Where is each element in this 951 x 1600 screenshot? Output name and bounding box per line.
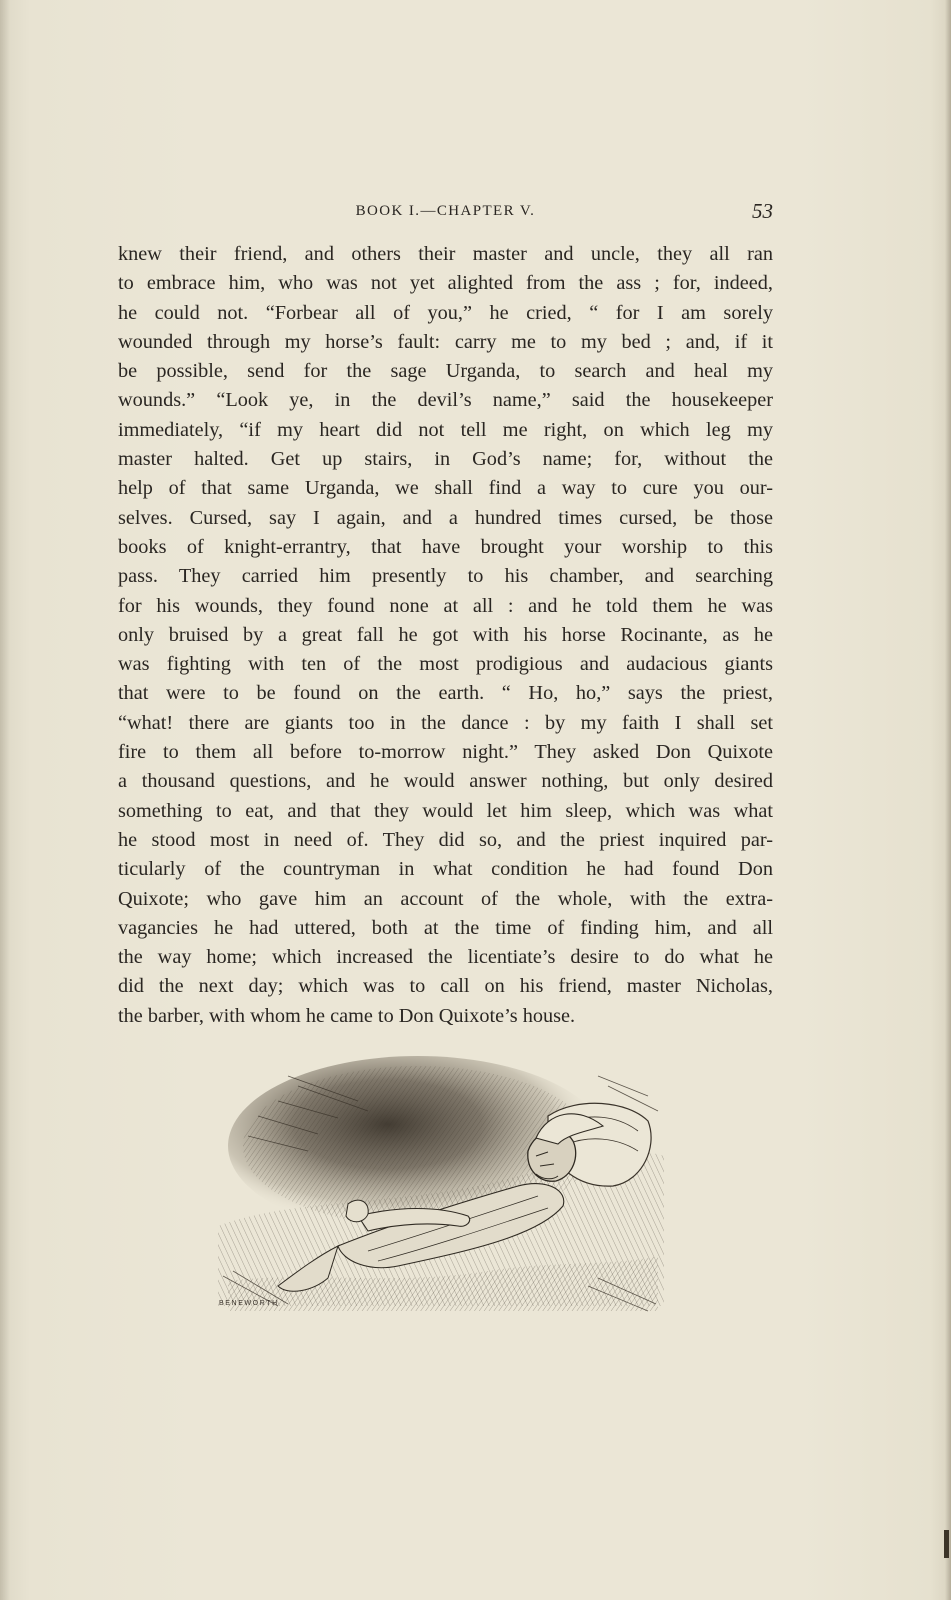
text-line: vagancies he had uttered, both at the time of finding him, and all [118,916,773,939]
text-line: immediately, “if my heart did not tell me right, on which leg my [118,418,773,441]
text-line: selves. Cursed, say I again, and a hundred times cursed, be those [118,506,773,529]
text-line: something to eat, and that they would let him sleep, which was what [118,799,773,822]
page-number: 53 [752,199,773,223]
text-line: ticularly of the countryman in what condition he had found Don [118,858,773,881]
text-line: to embrace him, who was not yet alighted from the ass ; for, indeed, [118,272,773,295]
gutter-shadow [0,0,10,1600]
text-line: wounds.” “Look ye, in the devil’s name,” said the housekeeper [118,389,773,412]
text-line: a thousand questions, and he would answer nothing, but only desired [118,770,773,793]
text-line: he could not. “Forbear all of you,” he cried, “ for I am sorely [118,301,773,324]
running-title: BOOK I.—CHAPTER V. [355,203,536,219]
text-line: the way home; which increased the licentiate’s desire to do what he [118,946,773,969]
text-line: fire to them all before to-morrow night.” They asked Don Quixote [118,741,773,764]
text-line: books of knight-errantry, that have brought your worship to this [118,535,773,558]
text-line: master halted. Get up stairs, in God’s name; for, without the [118,448,773,471]
text-line: pass. They carried him presently to his chamber, and searching [118,565,773,588]
text-line: did the next day; which was to call on his friend, master Nicholas, [118,975,773,998]
text-line: for his wounds, they found none at all : and he told them he was [118,594,773,617]
engraver-signature: BENEWORTH [219,1300,279,1307]
edge-mark [944,1530,949,1558]
text-line: the barber, with whom he came to Don Quixote’s house. [118,1004,576,1027]
running-head [118,200,773,224]
text-line: that were to be found on the earth. “ Ho, ho,” says the priest, [118,682,773,705]
text-line: be possible, send for the sage Urganda, to search and heal my [118,360,773,383]
text-line: wounded through my horse’s fault: carry me to my bed ; and, if it [118,330,773,353]
text-line: Quixote; who gave him an account of the whole, with the extra- [118,887,773,910]
text-line: “what! there are giants too in the dance : by my faith I shall set [118,711,773,734]
text-line: was fighting with ten of the most prodigious and audacious giants [118,653,773,676]
body-text [118,240,773,1031]
illustration-engraving [218,1056,664,1328]
text-line: knew their friend, and others their master and uncle, they all ran [118,243,773,265]
text-line: he stood most in need of. They did so, and the priest inquired par- [118,828,773,851]
text-line: only bruised by a great fall he got with his horse Rocinante, as he [118,623,773,646]
page-edge [945,0,951,1600]
text-line: help of that same Urganda, we shall find a way to cure you our- [118,477,773,500]
